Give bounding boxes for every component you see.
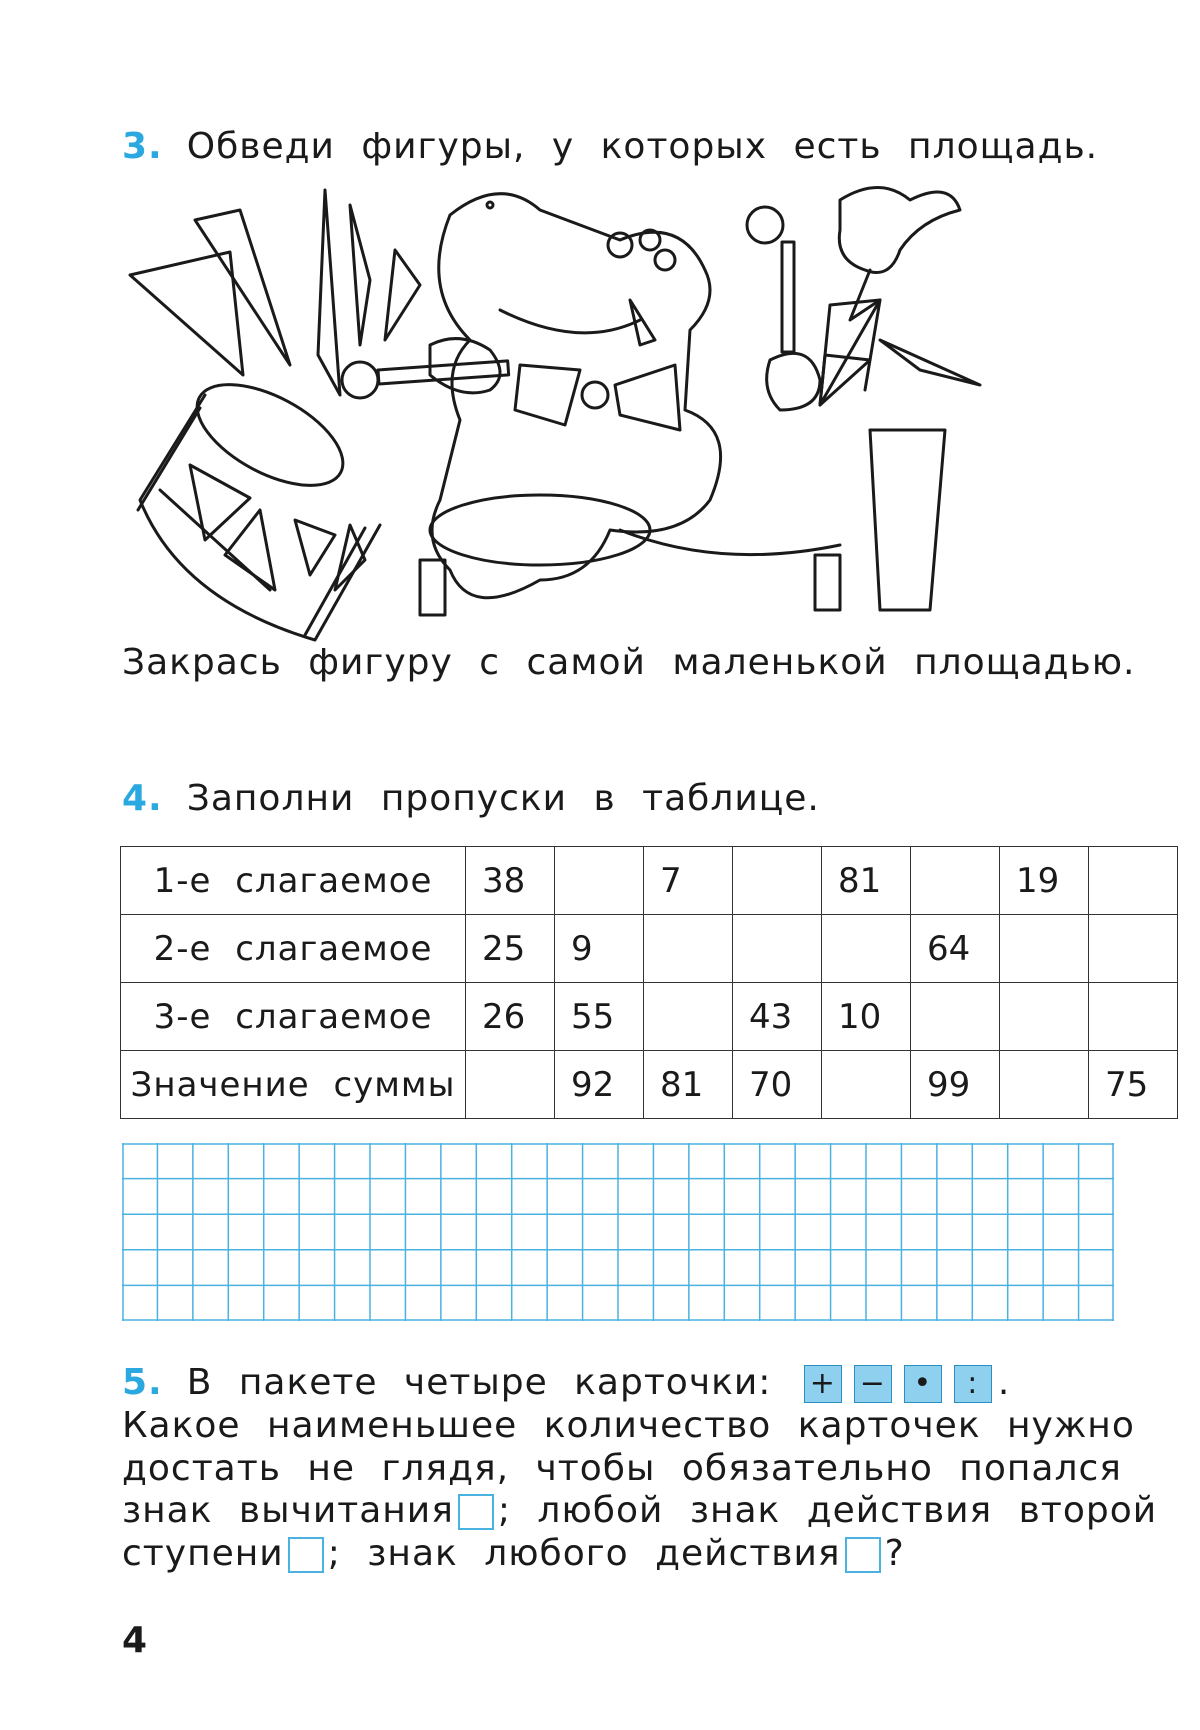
drum-triangle-3 bbox=[295, 520, 335, 575]
answer-box-subtraction[interactable] bbox=[458, 1494, 494, 1530]
divide-card: : bbox=[954, 1365, 992, 1403]
task3-text: Обведи фигуры, у которых есть площадь. bbox=[186, 126, 1099, 167]
table-cell[interactable] bbox=[1000, 915, 1089, 983]
burst-triangle-2 bbox=[195, 210, 290, 365]
table-cell[interactable] bbox=[1089, 983, 1178, 1051]
flower-vase bbox=[820, 188, 980, 611]
task5-line5 bbox=[122, 1533, 905, 1574]
task5-line4-a: знак вычитания bbox=[122, 1490, 454, 1531]
task5-line1-text: В пакете четыре карточки: bbox=[186, 1362, 772, 1403]
task5-line5-c: ? bbox=[884, 1533, 905, 1574]
table-row bbox=[121, 847, 1178, 915]
row-label: 3-е слагаемое bbox=[121, 983, 466, 1051]
row-label: 2-е слагаемое bbox=[121, 915, 466, 983]
table-cell: 38 bbox=[466, 847, 555, 915]
table-cell[interactable] bbox=[911, 983, 1000, 1051]
minus-card: − bbox=[854, 1365, 892, 1403]
table-cell[interactable] bbox=[1000, 983, 1089, 1051]
task5-line3: достать не глядя, чтобы обязательно попался bbox=[122, 1448, 1122, 1489]
table-cell: 26 bbox=[466, 983, 555, 1051]
illustration-drummer bbox=[120, 180, 1100, 700]
table-cell[interactable] bbox=[822, 915, 911, 983]
task5-line4 bbox=[122, 1490, 1157, 1531]
task5-line4-b: ; любой знак действия второй bbox=[497, 1490, 1158, 1531]
bow-tie-left bbox=[515, 365, 580, 425]
table-cell[interactable] bbox=[644, 983, 733, 1051]
table-cell: 81 bbox=[644, 1051, 733, 1119]
task4-heading bbox=[122, 778, 820, 819]
leaf-2 bbox=[880, 340, 980, 385]
table-cell[interactable] bbox=[1089, 847, 1178, 915]
table-cell[interactable] bbox=[555, 847, 644, 915]
table-cell[interactable] bbox=[1000, 1051, 1089, 1119]
row-label: Значение суммы bbox=[121, 1051, 466, 1119]
table-cell: 9 bbox=[555, 915, 644, 983]
burst-triangle-3 bbox=[318, 190, 340, 395]
table-cell: 55 bbox=[555, 983, 644, 1051]
table-cell[interactable] bbox=[644, 915, 733, 983]
page-number: 4 bbox=[122, 1620, 148, 1661]
table-cell[interactable] bbox=[822, 1051, 911, 1119]
table-cell: 64 bbox=[911, 915, 1000, 983]
burst-triangle-5 bbox=[385, 250, 420, 340]
table-cell: 10 bbox=[822, 983, 911, 1051]
answer-box-second-step[interactable] bbox=[288, 1537, 324, 1573]
table-row bbox=[121, 1051, 1178, 1119]
table-cell[interactable] bbox=[1089, 915, 1178, 983]
table-cell: 19 bbox=[1000, 847, 1089, 915]
table-cell: 92 bbox=[555, 1051, 644, 1119]
table-cell: 7 bbox=[644, 847, 733, 915]
table-cell[interactable] bbox=[733, 847, 822, 915]
task5-line1 bbox=[122, 1362, 1010, 1403]
table-row bbox=[121, 983, 1178, 1051]
addends-table bbox=[120, 846, 1178, 1119]
task5-line5-a: ступени bbox=[122, 1533, 284, 1574]
task4-number: 4. bbox=[122, 778, 163, 819]
table-cell[interactable] bbox=[911, 847, 1000, 915]
burst-triangle-1 bbox=[130, 252, 243, 375]
table-cell: 25 bbox=[466, 915, 555, 983]
table-cell: 43 bbox=[733, 983, 822, 1051]
drum bbox=[138, 364, 380, 640]
hippo bbox=[342, 194, 820, 598]
graph-paper-grid[interactable] bbox=[122, 1143, 1114, 1321]
table-cell: 99 bbox=[911, 1051, 1000, 1119]
multiply-card: • bbox=[904, 1365, 942, 1403]
task4-text: Заполни пропуски в таблице. bbox=[186, 778, 820, 819]
vase bbox=[870, 430, 945, 610]
burst-triangle-4 bbox=[350, 205, 370, 345]
drum-triangle-2 bbox=[225, 510, 275, 590]
row-label: 1-е слагаемое bbox=[121, 847, 466, 915]
answer-box-any-operation[interactable] bbox=[845, 1537, 881, 1573]
bow-tie-right bbox=[615, 365, 680, 430]
table-cell[interactable] bbox=[466, 1051, 555, 1119]
table-cell[interactable] bbox=[733, 915, 822, 983]
table-row bbox=[121, 915, 1178, 983]
task5-number: 5. bbox=[122, 1362, 163, 1403]
task5-line5-b: ; знак любого действия bbox=[327, 1533, 841, 1574]
grid-lines bbox=[122, 1143, 1114, 1321]
task5-line2: Какое наименьшее количество карточек нужно bbox=[122, 1405, 1135, 1446]
task3-number: 3. bbox=[122, 126, 163, 167]
task3-subtext: Закрась фигуру с самой маленькой площадью. bbox=[122, 642, 1136, 683]
task5-line1-end: . bbox=[997, 1362, 1011, 1403]
table-cell: 70 bbox=[733, 1051, 822, 1119]
task3-heading bbox=[122, 126, 1098, 167]
table-cell: 75 bbox=[1089, 1051, 1178, 1119]
table-cell: 81 bbox=[822, 847, 911, 915]
drum-triangle-1 bbox=[190, 465, 250, 540]
plus-card: + bbox=[804, 1365, 842, 1403]
